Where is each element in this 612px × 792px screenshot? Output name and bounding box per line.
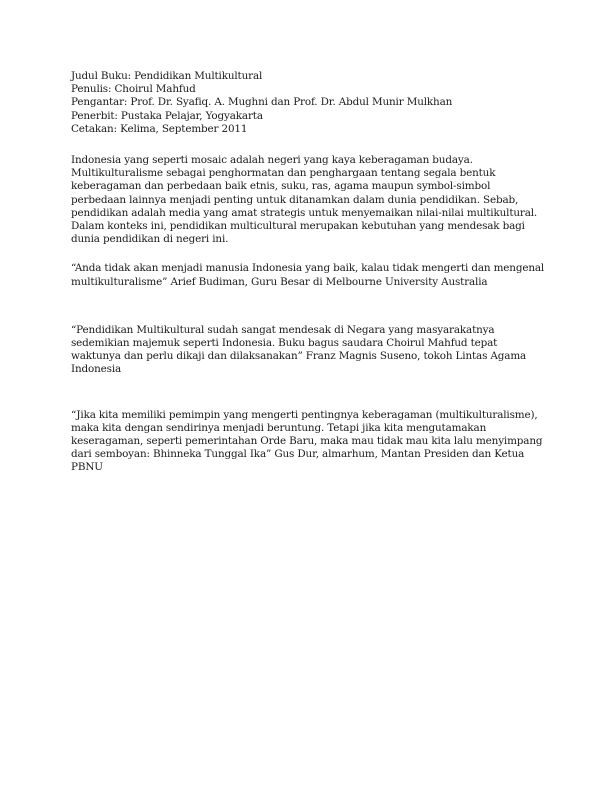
quote-franz-magnis-suseno: “Pendidikan Multikultural sudah sangat mendesak di Negara yang masyarakatnya sedemikian majemuk seperti Indonesia. Buku bagus saudara Choirul Mahfud tepat waktunya dan perlu dikaji dan dilaksanakan” Franz Magnis Suseno, tokoh Lintas Agama Indonesia [71, 323, 527, 376]
book-title-line: Judul Buku: Pendidikan Multikultural [71, 70, 263, 82]
intro-paragraph: Indonesia yang seperti mosaic adalah negeri yang kaya keberagaman budaya. Multikulturalisme sebagai penghormatan dan penghargaan tentang segala bentuk keberagaman dan perbedaan baik etnis, suku, ras, agama maupun symbol-simbol perbedaan lainnya menjadi penting untuk ditanamkan dalam dunia pendidikan. Sebab, pendidikan adalah media yang amat strategis untuk menyemaikan nilai-nilai multikultural. Dalam konteks ini, pendidikan multicultural merupakan kebutuhan yang mendesak bagi dunia pendidikan di negeri ini. [71, 154, 538, 246]
foreword-line: Pengantar: Prof. Dr. Syafiq. A. Mughni dan Prof. Dr. Abdul Munir Mulkhan [71, 96, 453, 109]
book-metadata [71, 70, 545, 136]
document-page [71, 70, 545, 475]
quote-arief-budiman: “Anda tidak akan menjadi manusia Indonesia yang baik, kalau tidak mengerti dan mengenal multikulturalisme” Arief Budiman, Guru Besar di Melbourne University Australia [71, 262, 545, 288]
edition-line: Cetakan: Kelima, September 2011 [71, 122, 248, 135]
quote-gus-dur: “Jika kita memiliki pemimpin yang mengerti pentingnya keberagaman (multikulturalisme), maka kita dengan sendirinya menjadi beruntung. Tetapi jika kita mengutamakan keseragaman, seperti pemerintahan Orde Baru, maka mau tidak mau kita lalu menyimpang dari semboyan: Bhinneka Tunggal Ika” Gus Dur, almarhum, Mantan Presiden dan Ketua PBNU [71, 408, 543, 474]
author-line: Penulis: Choirul Mahfud [71, 83, 196, 96]
publisher-line: Penerbit: Pustaka Pelajar, Yogyakarta [71, 109, 263, 122]
